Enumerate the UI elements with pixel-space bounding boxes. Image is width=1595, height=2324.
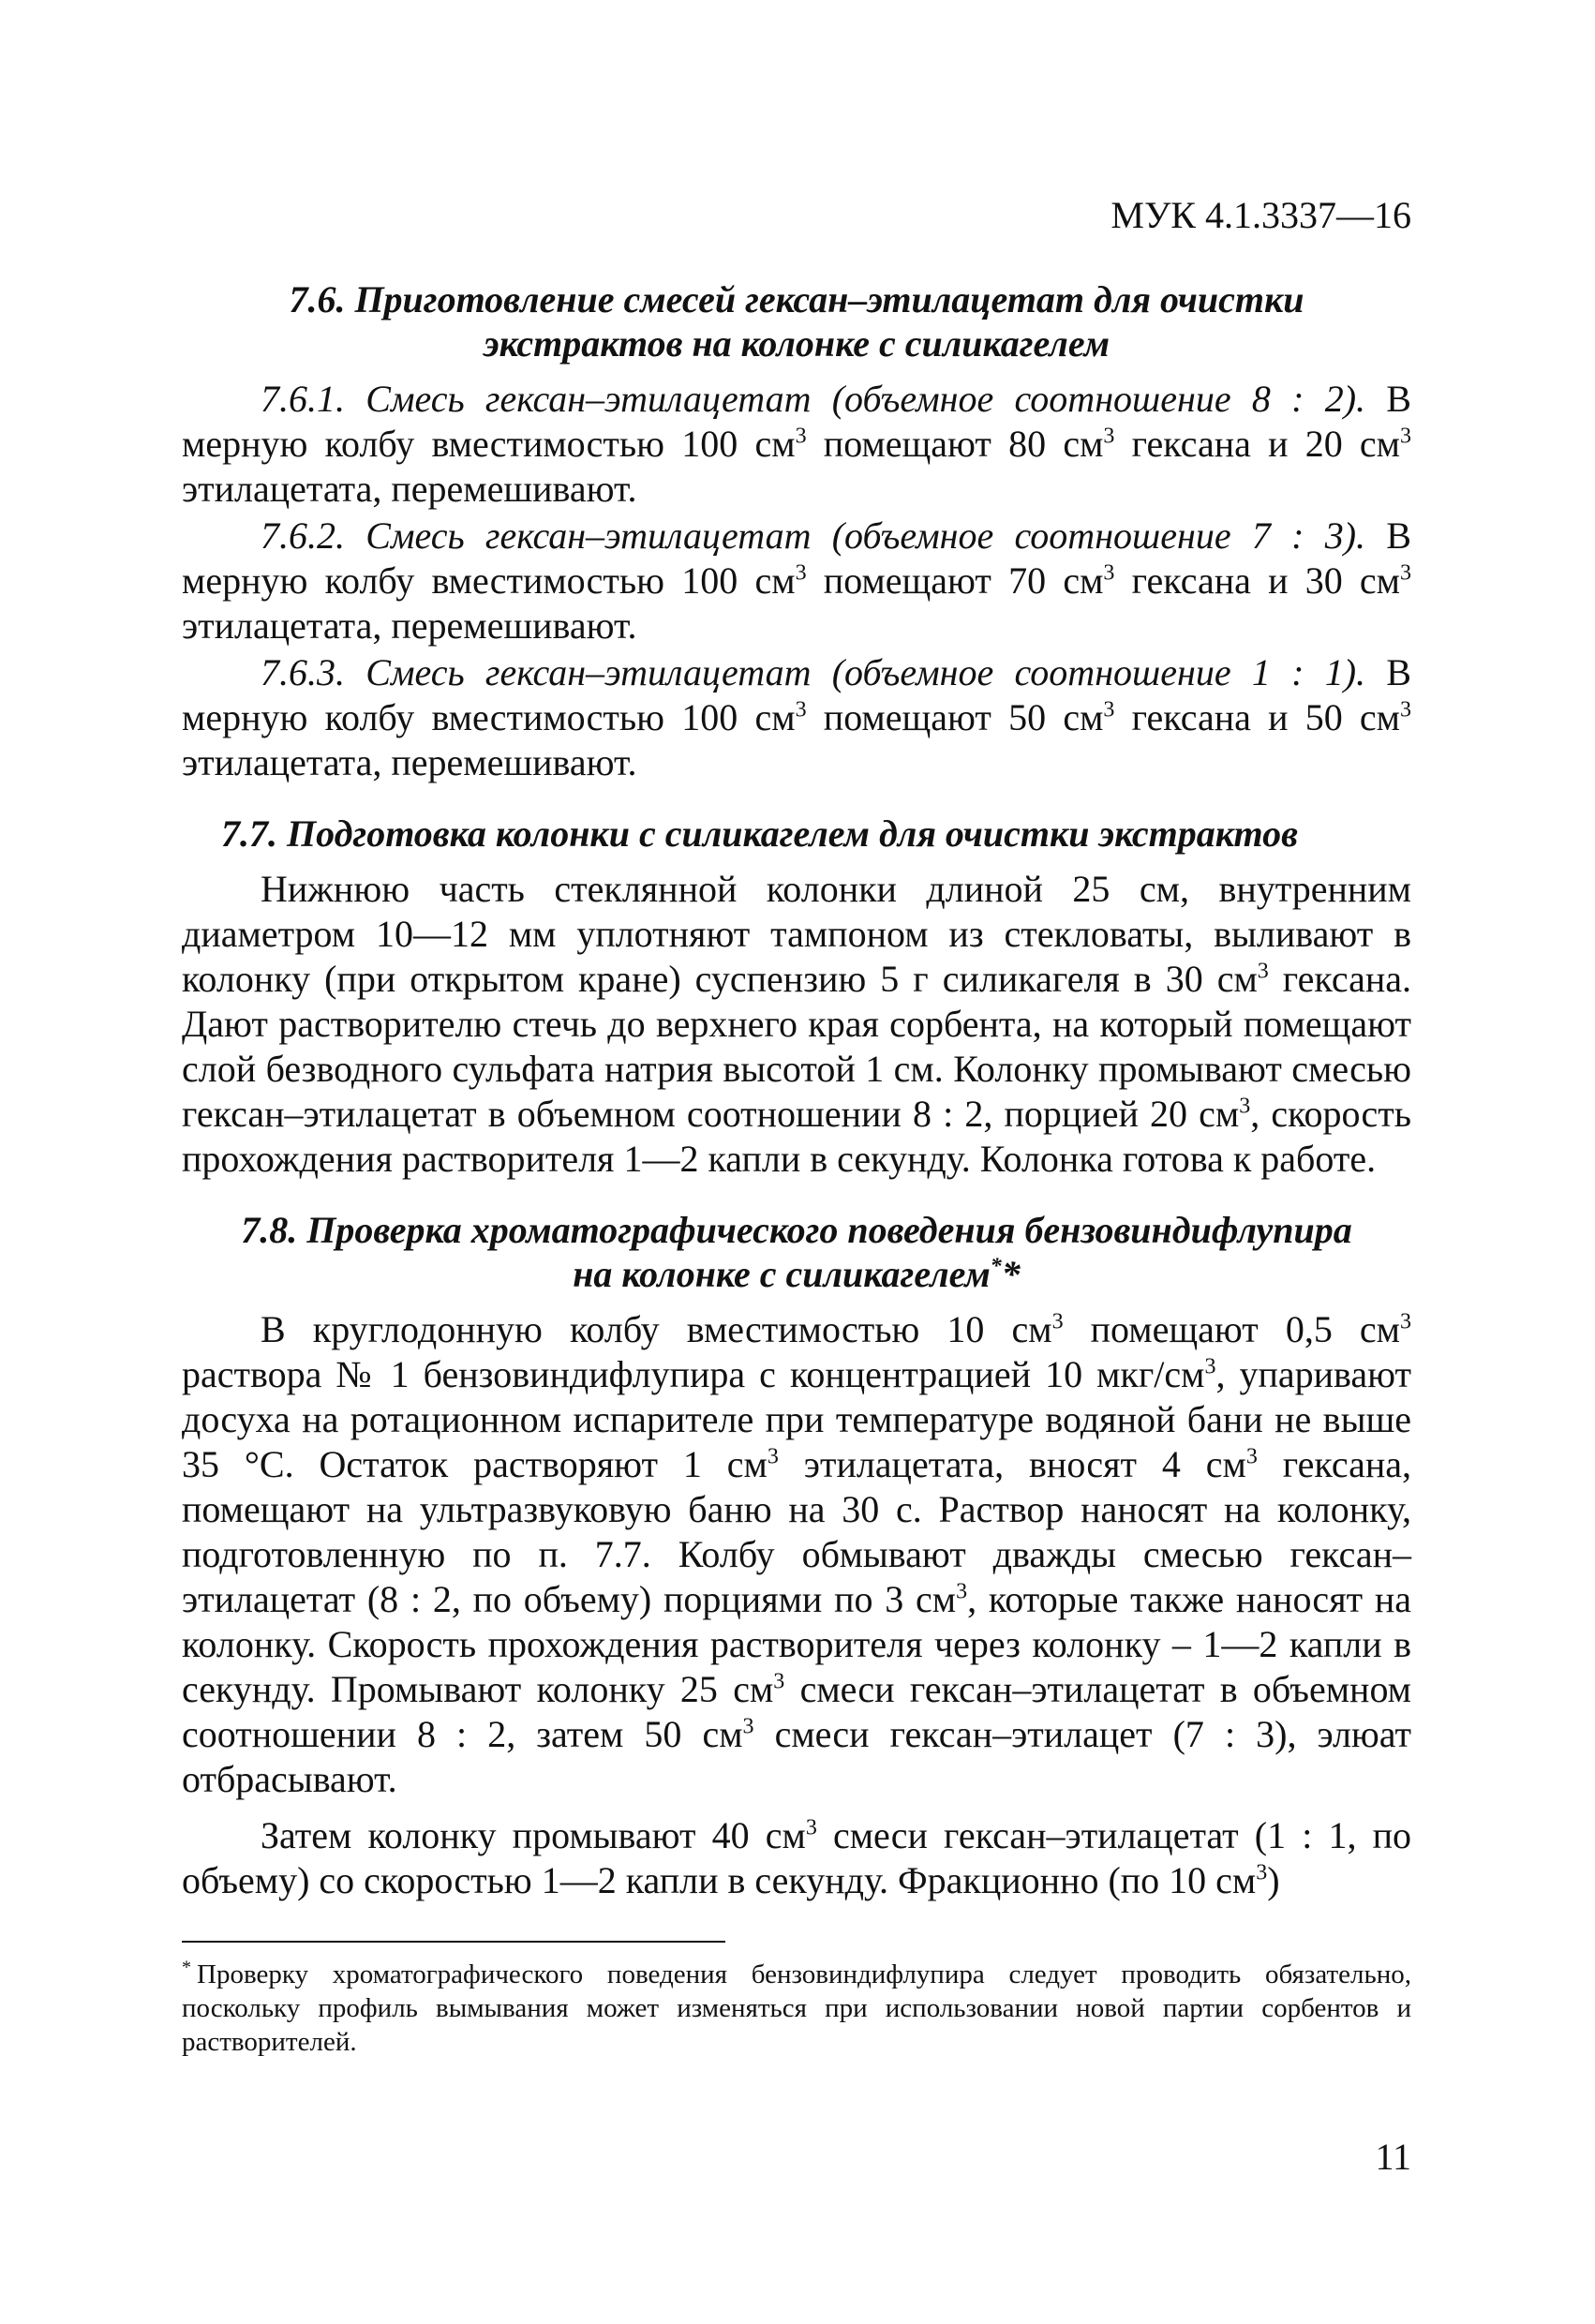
section-7-6-title [182, 277, 1411, 365]
text-run: помещают 0,5 см [1063, 1308, 1400, 1350]
text-run: Нижнюю часть стеклянной колонки длиной 25 см, внутренним диаметром 10—12 мм уплотняют тампоном из стекловаты, выливают в колонку (при открытом кране) суспензию 5 г силикагеля в 30 см [182, 868, 1411, 1000]
superscript: 3 [795, 697, 807, 723]
text-run: , упаривают досуха на ротационном испарителе при температуре водяной бани не выше 35 °С. Остаток растворяют 1 см [182, 1353, 1412, 1485]
footnote-reference-star: * [1001, 1253, 1021, 1295]
superscript: 3 [1257, 959, 1269, 984]
superscript: 3 [1239, 1094, 1251, 1119]
document-code: МУК 4.1.3337—16 [1111, 194, 1411, 236]
text-run: смеси гексан–этилацетат в объемном соотношении 8 : 2, затем 50 см [182, 1668, 1411, 1755]
text-run: гексана и 30 см [1114, 559, 1400, 602]
text-run: помещают 50 см [806, 696, 1104, 738]
superscript: 3 [805, 1815, 817, 1840]
section-7-8-title [182, 1208, 1411, 1296]
superscript: 3 [1256, 1860, 1268, 1885]
superscript: 3 [956, 1579, 968, 1604]
text-run: В круглодонную колбу вместимостью 10 см [261, 1308, 1052, 1350]
superscript: 3 [1103, 560, 1115, 586]
section-7-7-title: 7.7. Подготовка колонки с силикагелем для очистки экстрактов [221, 812, 1298, 855]
superscript: 3 [767, 1444, 779, 1469]
text-run: ) [1267, 1859, 1280, 1901]
superscript: 3 [742, 1714, 754, 1739]
superscript: 3 [1204, 1354, 1216, 1379]
footnote-divider [182, 1941, 725, 1943]
text-run: гексана и 20 см [1114, 423, 1400, 465]
text-run: этилацетата, перемешивают. [182, 741, 637, 783]
text-run: смеси гексан–этилацетат (1 : 1, по объему) со скоростью 1—2 капли в секунду. Фракционно (по 10 см [182, 1814, 1412, 1901]
text-run: помещают 80 см [806, 423, 1104, 465]
footnote-text: Проверку хроматографического поведения бензовиндифлупира следует проводить обязательно, поскольку профиль вымывания может изменяться при использовании новой партии сорбентов и растворителей. [182, 1959, 1411, 2057]
section-7-8-title-line2 [182, 1252, 1411, 1296]
text-run: , которые также наносят на колонку. Скорость прохождения растворителя через колонку – 1—2 капли в секунду. Промывают колонку 25 см [182, 1578, 1411, 1710]
page-number: 11 [1375, 2136, 1411, 2178]
section-7-6-title-line2: экстрактов на колонке с силикагелем [484, 322, 1110, 365]
paragraph-7-6-3 [182, 650, 1411, 785]
superscript: 3 [1103, 697, 1115, 723]
text-run: на колонке с силикагелем [573, 1253, 991, 1295]
superscript: 3 [773, 1669, 785, 1694]
paragraph-7-8-1 [182, 1307, 1411, 1802]
paragraph-7-7 [182, 867, 1411, 1182]
text-run: , скорость прохождения растворителя 1—2 капли в секунду. Колонка готова к работе. [182, 1093, 1411, 1180]
text-run: смеси гексан–этилацет (7 : 3), элюат отбрасывают. [182, 1713, 1411, 1800]
paragraph-7-8-2 [182, 1813, 1411, 1903]
section-7-8-title-line1: 7.8. Проверка хроматографического поведения бензовиндифлупира [241, 1209, 1352, 1251]
text-run: В мерную колбу вместимостью 100 см [182, 514, 1411, 602]
superscript: 3 [1245, 1444, 1258, 1469]
superscript: 3 [1103, 424, 1115, 449]
paragraph-7-6-1 [182, 377, 1411, 512]
text-run: этилацетата, перемешивают. [182, 604, 637, 647]
text-run: гексана. Дают растворителю стечь до верхнего края сорбента, на который помещают слой безводного сульфата натрия высотой 1 см. Колонку промывают смесью гексан–этилацетат в объемном соотношении 8 : 2, порцией 20 см [182, 958, 1411, 1135]
text-run: В мерную колбу вместимостью 100 см [182, 378, 1411, 465]
superscript: 3 [1400, 424, 1411, 449]
superscript: 3 [795, 560, 807, 586]
text-run: этилацетата, перемешивают. [182, 468, 637, 510]
text-run: Затем колонку промывают 40 см [261, 1814, 806, 1856]
text-run: помещают 70 см [806, 559, 1104, 602]
text-run: этилацетата, вносят 4 см [778, 1443, 1246, 1485]
superscript: 3 [1400, 560, 1411, 586]
paragraph-7-6-3-lead: 7.6.3. Смесь гексан–этилацетат (объемное соотношение 1 : 1). [261, 651, 1366, 693]
footnote-mark: * [182, 1957, 191, 1978]
footnote [182, 1958, 1411, 2059]
paragraph-7-6-2 [182, 514, 1411, 648]
paragraph-7-6-2-lead: 7.6.2. Смесь гексан–этилацетат (объемное соотношение 7 : 3). [261, 514, 1366, 557]
superscript: 3 [795, 424, 807, 449]
text-run: гексана и 50 см [1114, 696, 1400, 738]
superscript: 3 [1051, 1309, 1064, 1334]
text-run: раствора № 1 бензовиндифлупира с концентрацией 10 мкг/см [182, 1353, 1205, 1395]
section-7-6-title-line1: 7.6. Приготовление смесей гексан–этилацетат для очистки [289, 278, 1304, 320]
document-page [182, 193, 1411, 2059]
footnote-reference: * [990, 1254, 1002, 1279]
paragraph-7-6-1-lead: 7.6.1. Смесь гексан–этилацетат (объемное соотношение 8 : 2). [261, 378, 1366, 420]
text-run: гексана, помещают на ультразвуковую баню на 30 с. Раствор наносят на колонку, подготовленную по п. 7.7. Колбу обмывают дважды смесью гексан–этилацетат (8 : 2, по объему) порциями по 3 см [182, 1443, 1411, 1620]
text-run: В мерную колбу вместимостью 100 см [182, 651, 1411, 738]
superscript: 3 [1400, 1309, 1411, 1334]
superscript: 3 [1400, 697, 1411, 723]
